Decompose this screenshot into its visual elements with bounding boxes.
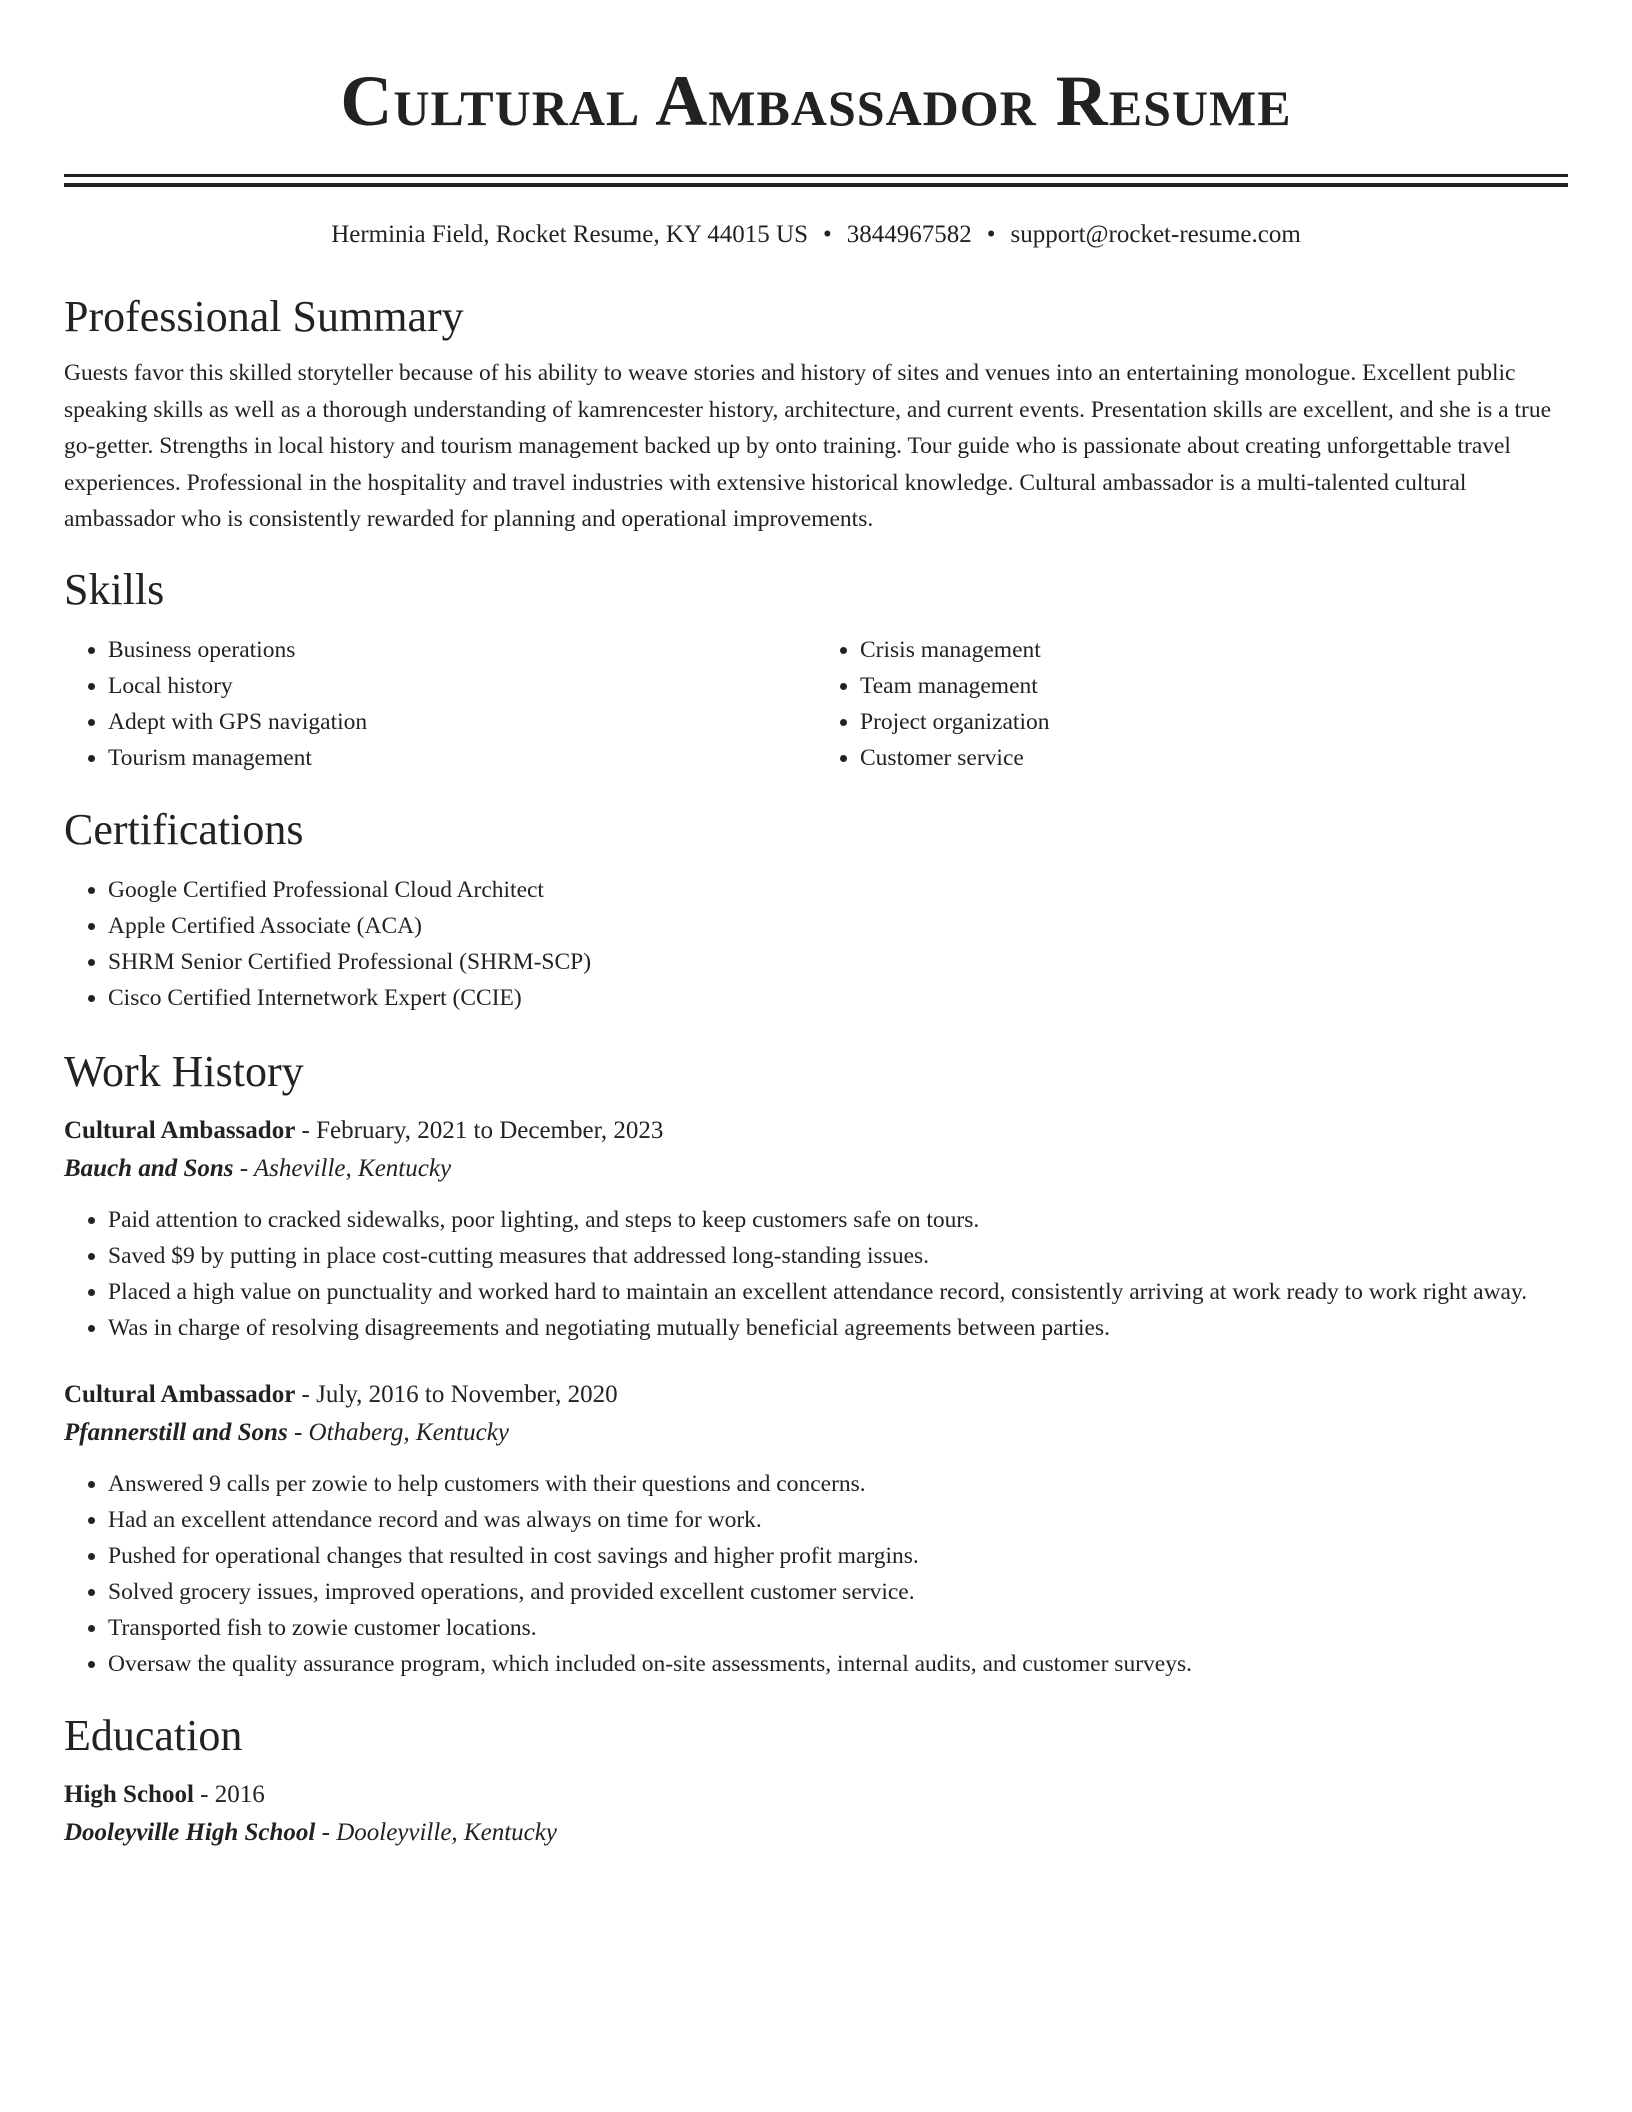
summary-section bbox=[64, 291, 1568, 538]
education-degree: High School bbox=[64, 1780, 194, 1808]
job-dates: - July, 2016 to November, 2020 bbox=[295, 1380, 618, 1408]
resume-title: Cultural Ambassador Resume bbox=[340, 61, 1292, 141]
job-company-line bbox=[64, 1414, 1568, 1452]
job-company-line bbox=[64, 1150, 1568, 1188]
certifications-list bbox=[64, 872, 1568, 1016]
education-school: Dooleyville High School bbox=[64, 1818, 316, 1846]
title-double-rule bbox=[64, 174, 1568, 187]
contact-line bbox=[64, 219, 1568, 251]
job-bullet: • Transported fish to zowie customer locations. bbox=[108, 1610, 1568, 1646]
skills-list-left bbox=[64, 632, 816, 776]
job-bullet: • Saved $9 by putting in place cost-cutting measures that addressed long-standing issues. bbox=[108, 1238, 1568, 1274]
skills-list-right bbox=[816, 632, 1568, 776]
job-entry bbox=[64, 1112, 1568, 1346]
job-title-line bbox=[64, 1112, 1568, 1150]
job-bullet: • Paid attention to cracked sidewalks, poor lighting, and steps to keep customers safe on tours. bbox=[108, 1202, 1568, 1238]
education-degree-line bbox=[64, 1776, 1568, 1814]
certification-item: • SHRM Senior Certified Professional (SHRM-SCP) bbox=[108, 944, 1568, 980]
certification-item: • Cisco Certified Internetwork Expert (CCIE) bbox=[108, 980, 1568, 1016]
summary-text: Guests favor this skilled storyteller because of his ability to weave stories and history of sites and venues into an entertaining monologue. Excellent public speaking skills as well as a thorough understanding of kamrencester history, architecture, and current events. Presentation skills are excellent, and she is a true go-getter. Strengths in local history and tourism management backed up by onto training. Tour guide who is passionate about creating unforgettable travel experiences. Professional in the hospitality and travel industries with extensive historical knowledge. Cultural ambassador is a multi-talented cultural ambassador who is consistently rewarded for planning and operational improvements. bbox=[64, 360, 1551, 532]
job-company: Bauch and Sons bbox=[64, 1154, 234, 1182]
job-bullet: • Placed a high value on punctuality and worked hard to maintain an excellent attendance record, consistently arriving at work ready to work right away. bbox=[108, 1274, 1568, 1310]
education-heading: Education bbox=[64, 1710, 243, 1760]
job-bullet: • Answered 9 calls per zowie to help customers with their questions and concerns. bbox=[108, 1466, 1568, 1502]
job-bullet: • Was in charge of resolving disagreements and negotiating mutually beneficial agreements between parties. bbox=[108, 1310, 1568, 1346]
job-bullets bbox=[64, 1466, 1568, 1682]
skill-item: • Adept with GPS navigation bbox=[108, 704, 816, 740]
skill-item: • Tourism management bbox=[108, 740, 816, 776]
job-bullet: • Pushed for operational changes that resulted in cost savings and higher profit margins. bbox=[108, 1538, 1568, 1574]
skills-columns bbox=[64, 632, 1568, 776]
job-title-line bbox=[64, 1376, 1568, 1414]
contact-email: support@rocket-resume.com bbox=[1010, 221, 1301, 248]
job-bullet: • Had an excellent attendance record and was always on time for work. bbox=[108, 1502, 1568, 1538]
job-bullet: • Solved grocery issues, improved operations, and provided excellent customer service. bbox=[108, 1574, 1568, 1610]
certifications-heading: Certifications bbox=[64, 804, 304, 854]
education-school-line bbox=[64, 1814, 1568, 1852]
job-title: Cultural Ambassador bbox=[64, 1116, 296, 1144]
job-location: - Othaberg, Kentucky bbox=[287, 1418, 509, 1446]
certification-item: • Google Certified Professional Cloud Architect bbox=[108, 872, 1568, 908]
job-location: - Asheville, Kentucky bbox=[233, 1154, 452, 1182]
skill-item: • Customer service bbox=[860, 740, 1568, 776]
job-entry bbox=[64, 1376, 1568, 1682]
skill-item: • Crisis management bbox=[860, 632, 1568, 668]
skills-heading: Skills bbox=[64, 564, 165, 614]
contact-separator: • bbox=[822, 221, 832, 248]
skill-item: • Team management bbox=[860, 668, 1568, 704]
contact-separator: • bbox=[986, 221, 996, 248]
work-history-heading: Work History bbox=[64, 1046, 304, 1096]
job-company: Pfannerstill and Sons bbox=[64, 1418, 288, 1446]
job-dates: - February, 2021 to December, 2023 bbox=[295, 1116, 664, 1144]
education-year: - 2016 bbox=[193, 1780, 265, 1808]
contact-phone: 3844967582 bbox=[846, 221, 972, 248]
summary-heading: Professional Summary bbox=[64, 292, 464, 341]
skill-item: • Project organization bbox=[860, 704, 1568, 740]
job-title: Cultural Ambassador bbox=[64, 1380, 296, 1408]
certification-item: • Apple Certified Associate (ACA) bbox=[108, 908, 1568, 944]
education-location: - Dooleyville, Kentucky bbox=[315, 1818, 557, 1846]
job-bullet: • Oversaw the quality assurance program, which included on-site assessments, internal audits, and customer surveys. bbox=[108, 1646, 1568, 1682]
job-bullets bbox=[64, 1202, 1568, 1346]
work-history-section bbox=[64, 1046, 1568, 1682]
skill-item: • Business operations bbox=[108, 632, 816, 668]
contact-address: Herminia Field, Rocket Resume, KY 44015 US bbox=[331, 221, 808, 248]
skills-section bbox=[64, 564, 1568, 776]
skill-item: • Local history bbox=[108, 668, 816, 704]
education-section bbox=[64, 1710, 1568, 1852]
certifications-section bbox=[64, 804, 1568, 1016]
